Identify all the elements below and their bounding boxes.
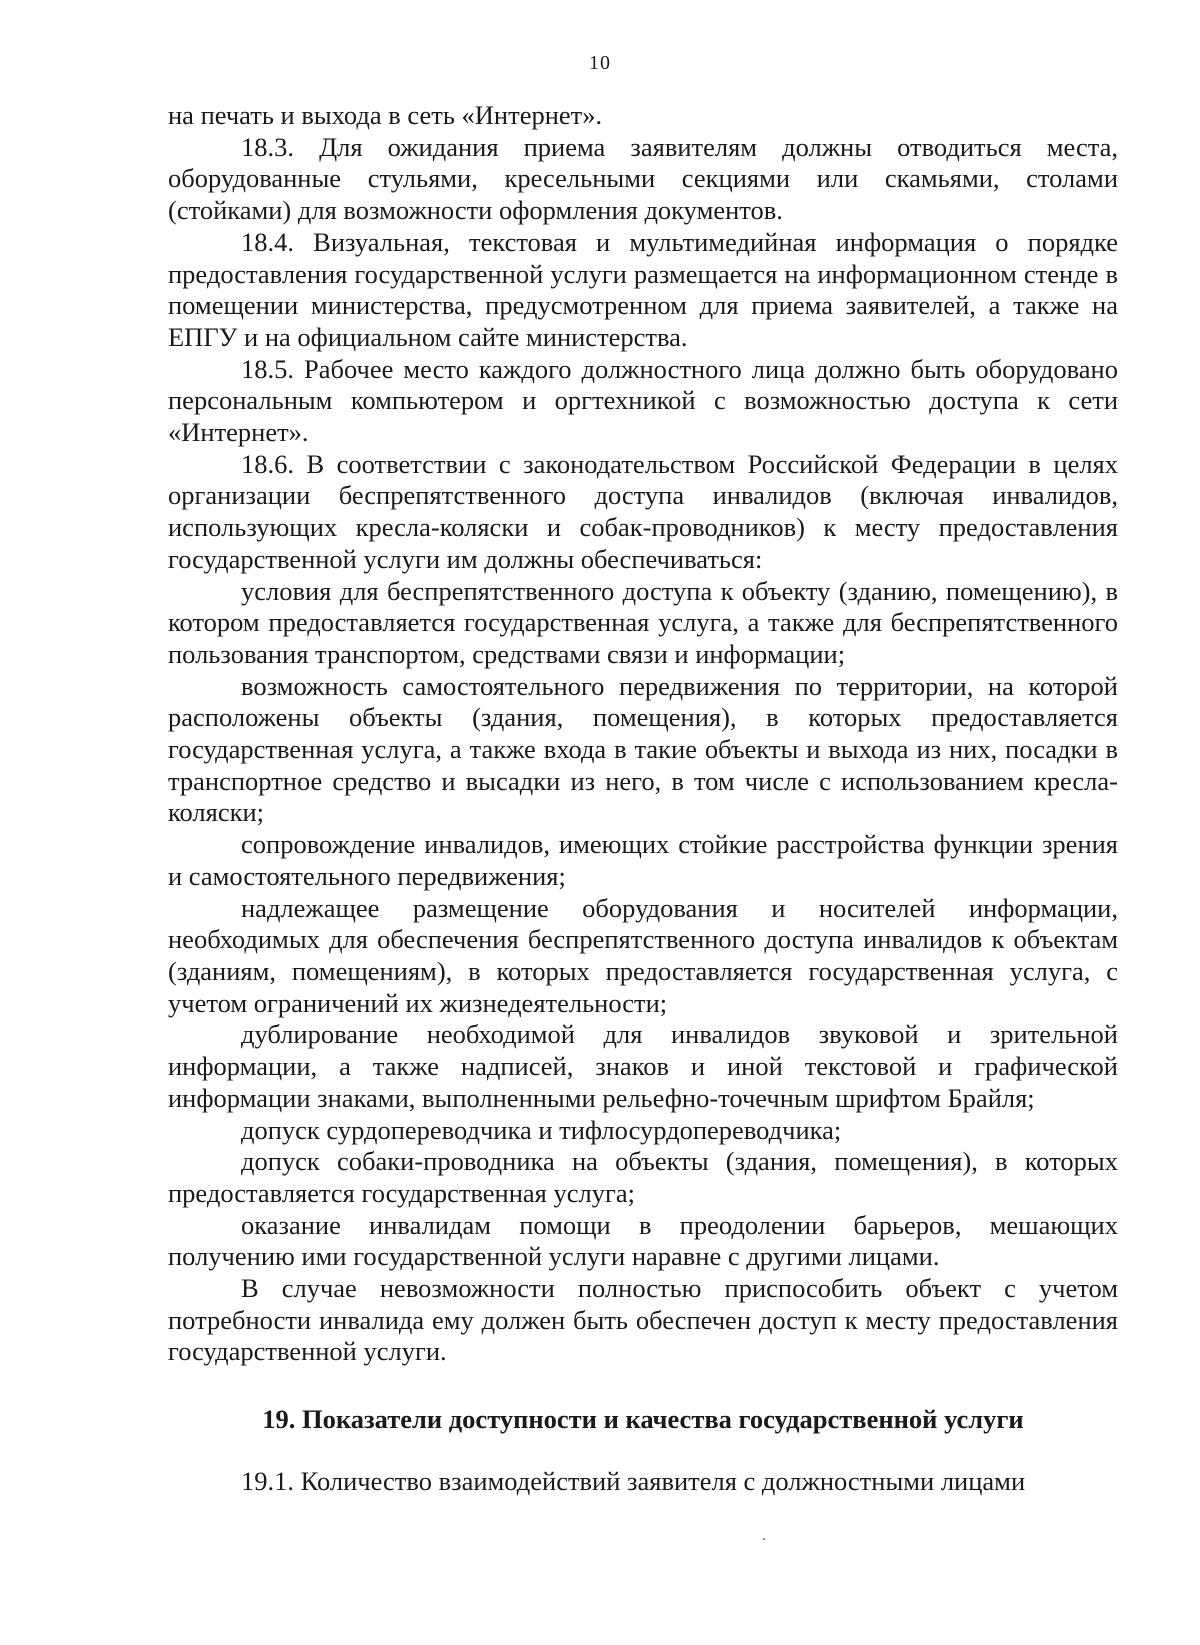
paragraph-impossibility: В случае невозможности полностью приспособить объект с учетом потребности инвалида ему должен быть обеспечен доступ к месту предоставления государственной услуги. (168, 1273, 1118, 1367)
list-item-braille-duplication: дублирование необходимой для инвалидов звуковой и зрительной информации, а также надписей, знаков и иной текстовой и графической информации знаками, выполненными рельефно-точечным шрифтом Брайля; (168, 1019, 1118, 1113)
list-item-escort: сопровождение инвалидов, имеющих стойкие расстройства функции зрения и самостоятельного передвижения; (168, 829, 1118, 891)
paragraph-18-5: 18.5. Рабочее место каждого должностного лица должно быть оборудовано персональным компьютером и оргтехникой с возможностью доступа к сети «Интернет». (168, 353, 1118, 448)
paragraph-18-6: 18.6. В соответствии с законодательством Российской Федерации в целях организации беспрепятственного доступа инвалидов (включая инвалидов, использующих кресла-коляски и собак-проводников) к месту предоставления государственной услуги им должны обеспечиваться: (168, 448, 1118, 574)
page-number: 10 (589, 52, 611, 74)
paragraph-continuation: на печать и выхода в сеть «Интернет». (168, 100, 603, 130)
list-item-guide-dog: допуск собаки-проводника на объекты (здания, помещения), в которых предоставляется государственная услуга; (168, 1146, 1118, 1208)
list-item-independent-movement: возможность самостоятельного передвижения по территории, на которой расположены объекты (здания, помещения), в которых предоставляется государственная услуга, а также входа в такие объекты и выхода из них, посадки в транспортное средство и высадки из него, в том числе с использованием кресла-коляски; (168, 670, 1118, 828)
paragraph-18-4: 18.4. Визуальная, текстовая и мультимедийная информация о порядке предоставления государственной услуги размещается на информационном стенде в помещении министерства, предусмотренном для приема заявителей, а также на ЕПГУ и на официальном сайте министерства. (168, 226, 1118, 352)
paragraph-18-3: 18.3. Для ожидания приема заявителям должны отводиться места, оборудованные стульями, кресельными секциями или скамьями, столами (стойками) для возможности оформления документов. (168, 131, 1118, 226)
list-item-access-conditions: условия для беспрепятственного доступа к объекту (зданию, помещению), в котором предоставляется государственная услуга, а также для беспрепятственного пользования транспортом, средствами связи и информации; (168, 575, 1118, 669)
list-item-barrier-help: оказание инвалидам помощи в преодолении барьеров, мешающих получению ими государственной услуги наравне с другими лицами. (168, 1209, 1118, 1272)
scan-speck (763, 1538, 765, 1540)
section-heading: 19. Показатели доступности и качества государственной услуги (262, 1404, 1024, 1435)
list-item-sign-interpreter: допуск сурдопереводчика и тифлосурдопереводчика; (241, 1114, 842, 1145)
paragraph-19-1: 19.1. Количество взаимодействий заявителя с должностными лицами (241, 1465, 1026, 1496)
list-item-equipment-placement: надлежащее размещение оборудования и носителей информации, необходимых для обеспечения беспрепятственного доступа инвалидов к объектам (зданиям, помещениям), в которых предоставляется государственная услуга, с учетом ограничений их жизнедеятельности; (168, 892, 1118, 1018)
document-body (168, 100, 1118, 1498)
